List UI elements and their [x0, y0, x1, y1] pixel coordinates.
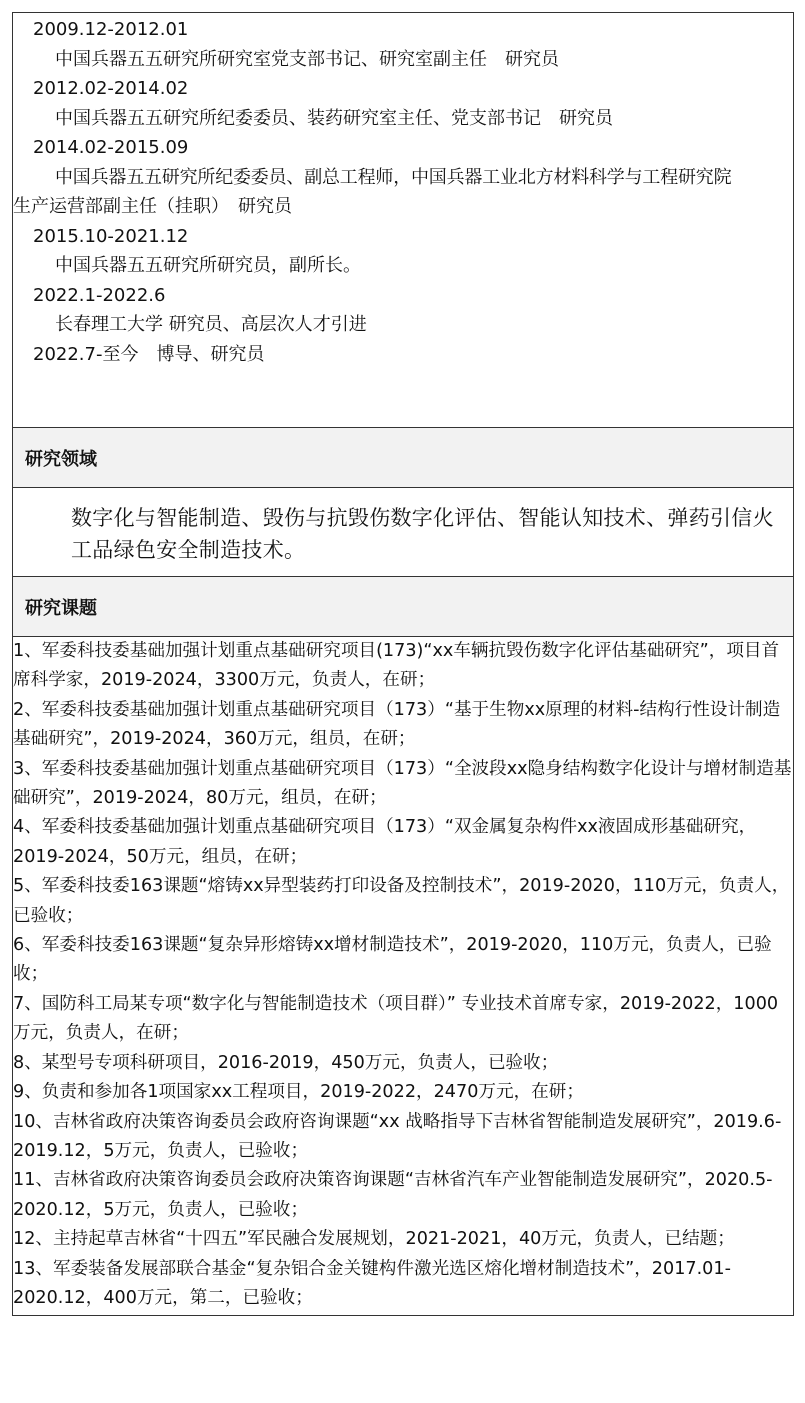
career-role: 长春理工大学 研究员、高层次人才引进	[55, 314, 367, 335]
research-field-text: 数字化与智能制造、毁伤与抗毁伤数字化评估、智能认知技术、弹药引信火工品绿色安全制造技术。	[71, 506, 774, 562]
project-item: 10、吉林省政府决策咨询委员会政府咨询课题“xx 战略指导下吉林省智能制造发展研究”，2019.6-2019.12，5万元，负责人，已验收；	[13, 1111, 782, 1161]
project-item: 4、军委科技委基础加强计划重点基础研究项目（173）“双金属复杂构件xx液固成形基础研究，2019-2024，50万元，组员，在研；	[13, 817, 757, 867]
career-role: 中国兵器五五研究所纪委委员、副总工程师，中国兵器工业北方材料科学与工程研究院	[55, 166, 732, 188]
career-date: 2014.02-2015.09	[33, 137, 189, 158]
career-date: 2022.1-2022.6	[33, 284, 166, 306]
research-projects-list	[13, 637, 793, 1315]
project-item: 11、吉林省政府决策咨询委员会政府决策咨询课题“吉林省汽车产业智能制造发展研究”，2020.5-2020.12，5万元，负责人，已验收；	[13, 1170, 773, 1220]
project-item: 13、军委装备发展部联合基金“复杂铝合金关键构件激光选区熔化增材制造技术”，2017.01-2020.12，400万元，第二，已验收；	[13, 1258, 731, 1308]
research-projects-label: 研究课题	[25, 597, 97, 619]
project-item: 8、某型号专项科研项目，2016-2019，450万元，负责人，已验收；	[13, 1052, 559, 1073]
profile-table	[12, 12, 794, 1316]
research-projects-header	[13, 577, 793, 637]
research-field-header	[13, 428, 793, 488]
project-item: 6、军委科技委163课题“复杂异形熔铸xx增材制造技术”，2019-2020，110万元，负责人，已验收；	[13, 935, 772, 985]
career-role-continued: 生产运营部副主任（挂职） 研究员	[13, 196, 292, 217]
career-date: 2012.02-2014.02	[33, 78, 189, 99]
project-item: 5、军委科技委163课题“熔铸xx异型装药打印设备及控制技术”，2019-2020，110万元，负责人，已验收；	[13, 876, 790, 926]
project-item: 2、军委科技委基础加强计划重点基础研究项目（173）“基于生物xx原理的材料-结构行性设计制造基础研究”，2019-2024，360万元，组员，在研；	[13, 699, 781, 750]
career-role: 中国兵器五五研究所研究室党支部书记、研究室副主任 研究员	[55, 48, 559, 70]
project-item: 1、军委科技委基础加强计划重点基础研究项目(173)“xx车辆抗毁伤数字化评估基础研究”，项目首席科学家，2019-2024，3300万元，负责人，在研；	[13, 641, 780, 691]
career-role: 中国兵器五五研究所研究员，副所长。	[55, 255, 361, 276]
research-field-label: 研究领域	[25, 448, 97, 470]
career-date: 2022.7-至今 博导、研究员	[33, 343, 265, 365]
career-history-section	[13, 13, 793, 428]
project-item: 9、负责和参加各1项国家xx工程项目，2019-2022，2470万元，在研；	[13, 1082, 584, 1103]
career-date: 2015.10-2021.12	[33, 225, 189, 247]
project-item: 3、军委科技委基础加强计划重点基础研究项目（173）“全波段xx隐身结构数字化设计与增材制造基础研究”，2019-2024，80万元，组员，在研；	[13, 758, 792, 809]
research-field-content	[13, 488, 793, 577]
career-date: 2009.12-2012.01	[33, 19, 189, 40]
project-item: 7、国防科工局某专项“数字化与智能制造技术（项目群）” 专业技术首席专家，2019-2022，1000万元，负责人，在研；	[13, 993, 779, 1044]
project-item: 12、主持起草吉林省“十四五”军民融合发展规划，2021-2021，40万元，负责人，已结题；	[13, 1229, 735, 1250]
career-role: 中国兵器五五研究所纪委委员、装药研究室主任、党支部书记 研究员	[55, 107, 613, 129]
